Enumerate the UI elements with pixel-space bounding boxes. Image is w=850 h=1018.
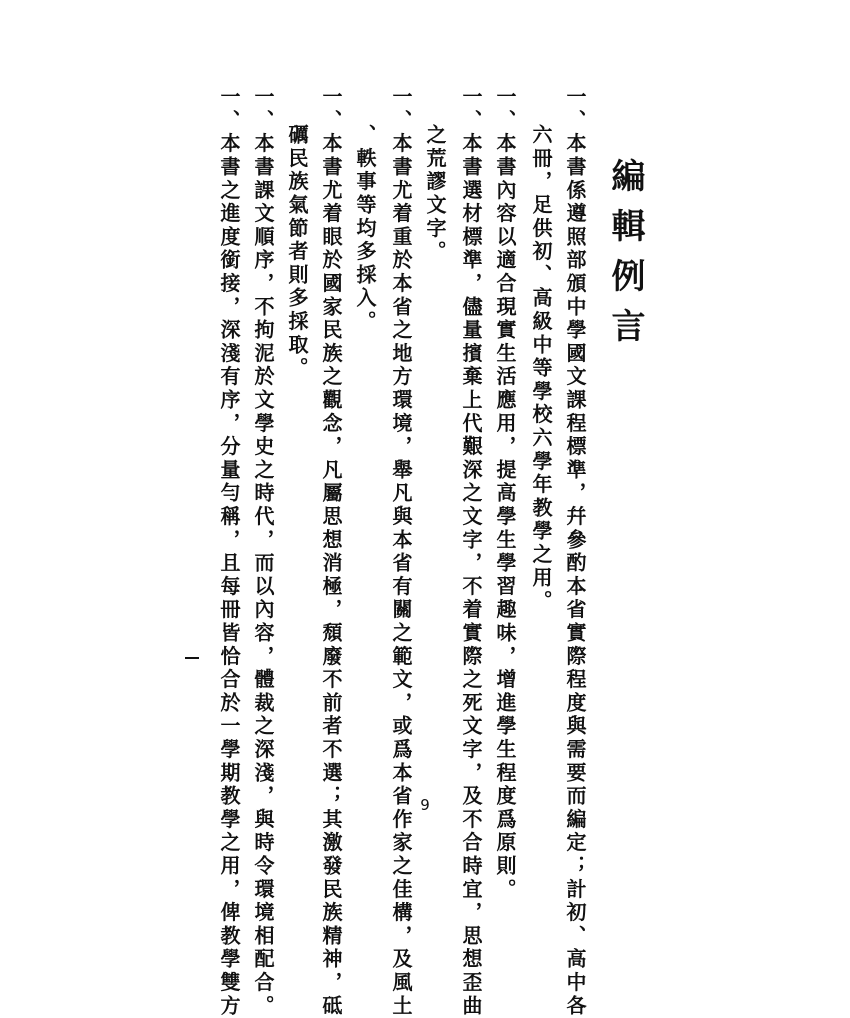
text-column-5: 之荒謬文字。: [423, 124, 447, 264]
text-column-7: 、軼事等均多採入。: [353, 124, 377, 334]
margin-mark: [185, 657, 199, 659]
text-column-8: 一、本書尤着眼於國家民族之觀念，凡屬思想消極，頹廢不前者不選；其激發民族精神，砥: [319, 86, 343, 1018]
page-number: 9: [420, 796, 430, 814]
text-column-3: 一、本書內容以適合現實生活應用，提高學生學習趣味，增進學生程度爲原則。: [493, 86, 517, 902]
text-column-9: 礪民族氣節者則多採取。: [285, 124, 309, 381]
text-column-2: 六冊，足供初、高級中等學校六學年教學之用。: [529, 124, 553, 614]
text-column-1: 一、本書係遵照部頒中學國文課程標準，幷參酌本省實際程度與需要而編定；計初、高中各: [563, 86, 587, 1018]
text-column-11: 一、本書之進度銜接，深淺有序，分量勻稱，且每冊皆恰合於一學期教學之用，俾教學雙方: [217, 86, 241, 1018]
page-title: 編輯例言: [605, 158, 645, 358]
text-column-10: 一、本書課文順序，不拘泥於文學史之時代，而以內容，體裁之深淺，與時令環境相配合。: [251, 86, 275, 1018]
text-column-4: 一、本書選材標準，儘量擯棄上代艱深之文字，不着實際之死文字，及不合時宜，思想歪曲: [459, 86, 483, 1018]
text-column-6: 一、本書尤着重於本省之地方環境，舉凡與本省有關之範文，或爲本省作家之佳構，及風土: [389, 86, 413, 1018]
